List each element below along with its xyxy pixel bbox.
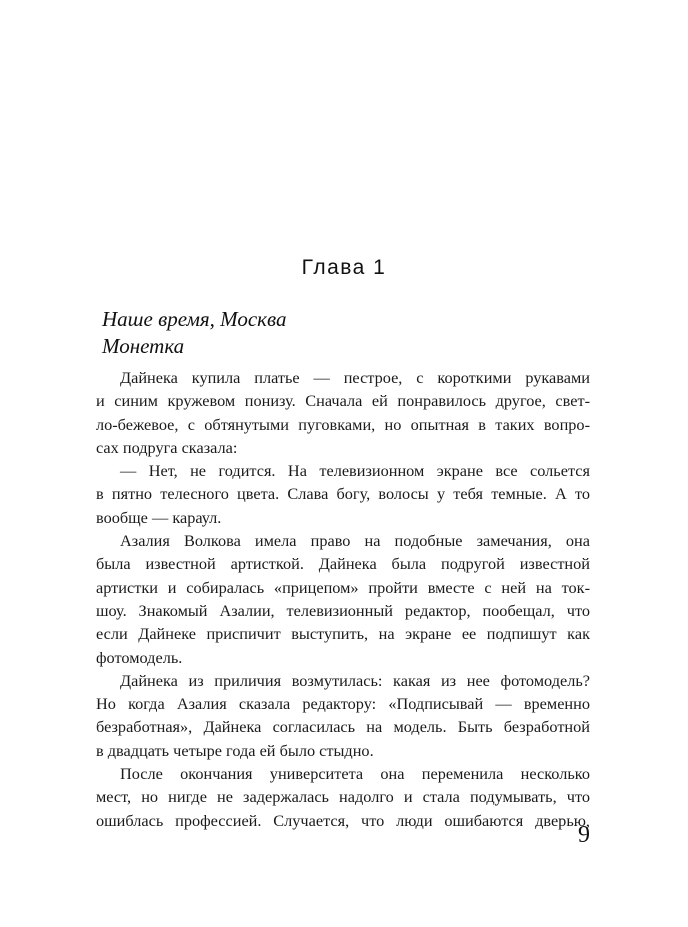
text-line: Дайнека купила платье — пестрое, с короткими рукавами	[120, 368, 590, 387]
text-line: артистки и собиралась «прицепом» пройти вместе с ней на ток-	[96, 577, 590, 597]
chapter-title: Глава 1	[301, 256, 387, 279]
text-line: безработная», Дайнека согласилась на модель. Быть безработной	[96, 717, 590, 737]
text-line: если Дайнеке приспичит выступить, на экране ее подпишут как	[96, 624, 590, 644]
text-line: шоу. Знакомый Азалии, телевизионный редактор, пообещал, что	[96, 600, 590, 620]
page-number: 9	[578, 822, 590, 848]
text-line: Но когда Азалия сказала редактору: «Подписывай — временно	[96, 694, 590, 714]
subheading-section-name: Монетка	[102, 334, 185, 358]
chapter-subheading	[102, 306, 286, 360]
text-line: в пятно телесного цвета. Слава богу, волосы у тебя темные. А то	[96, 484, 590, 504]
text-line: мест, но нигде не задержалась надолго и стала подумывать, что	[96, 787, 590, 807]
subheading-time-place: Наше время, Москва	[102, 307, 287, 331]
text-line: После окончания университета она переменила несколько	[120, 764, 590, 784]
text-line: Дайнека из приличия возмутилась: какая из нее фотомодель?	[120, 670, 590, 690]
text-line: в двадцать четыре года ей было стыдно.	[96, 740, 374, 760]
text-line: Азалия Волкова имела право на подобные замечания, она	[120, 531, 590, 551]
text-line: сах подруга сказала:	[96, 437, 238, 457]
text-line: фотомодель.	[96, 647, 183, 667]
body-text	[96, 366, 590, 832]
text-line: вообще — караул.	[96, 507, 222, 527]
text-line: была известной артисткой. Дайнека была подругой известной	[96, 554, 590, 574]
text-line: и синим кружевом понизу. Сначала ей понравилось другое, свет-	[96, 391, 590, 411]
text-line: ло-бежевое, с обтянутыми пуговками, но опытная в таких вопро-	[96, 414, 590, 434]
text-line: — Нет, не годится. На телевизионном экране все сольется	[120, 461, 590, 481]
text-line: ошиблась профессией. Случается, что люди ошибаются дверью,	[96, 810, 590, 830]
